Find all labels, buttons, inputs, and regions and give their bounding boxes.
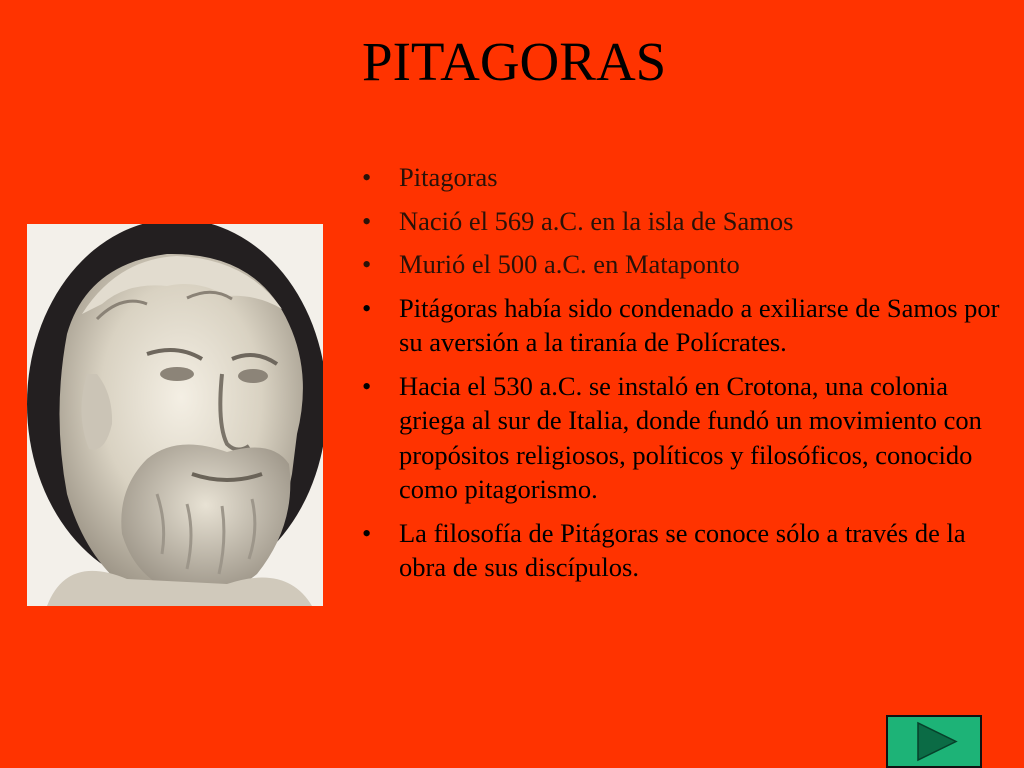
bullet-text: Murió el 500 a.C. en Mataponto — [399, 249, 740, 279]
pythagoras-bust-portrait — [27, 224, 323, 606]
bullet-marker: • — [362, 517, 372, 548]
bullet-item — [362, 369, 1012, 507]
bullet-marker: • — [362, 249, 372, 279]
bullet-marker: • — [362, 162, 372, 192]
bullet-item — [362, 204, 1012, 239]
bullet-item — [362, 516, 1012, 585]
play-triangle-icon — [888, 717, 980, 766]
bullet-text: Pitagoras — [399, 162, 498, 192]
bullet-marker: • — [362, 205, 372, 236]
slide-title: PITAGORAS — [362, 31, 667, 92]
bullet-item — [362, 160, 1012, 195]
bullet-text: Hacia el 530 a.C. se instaló en Crotona, una colonia griega al sur de Italia, donde fundó un movimiento con propósitos religiosos, políticos y filosóficos, conocido como pitagorismo. — [399, 370, 982, 504]
bullet-text: La filosofía de Pitágoras se conoce sólo a través de la obra de sus discípulos. — [399, 517, 966, 582]
bullet-text: Pitágoras había sido condenado a exiliarse de Samos por su aversión a la tiranía de Polícrates. — [399, 292, 1000, 357]
bullet-item — [362, 247, 1012, 282]
bullet-marker: • — [362, 292, 372, 323]
bullet-text: Nació el 569 a.C. en la isla de Samos — [399, 205, 794, 236]
next-slide-button[interactable] — [886, 715, 982, 768]
bullet-item — [362, 291, 1012, 360]
bullet-marker: • — [362, 370, 372, 401]
bullet-list — [362, 160, 1012, 594]
